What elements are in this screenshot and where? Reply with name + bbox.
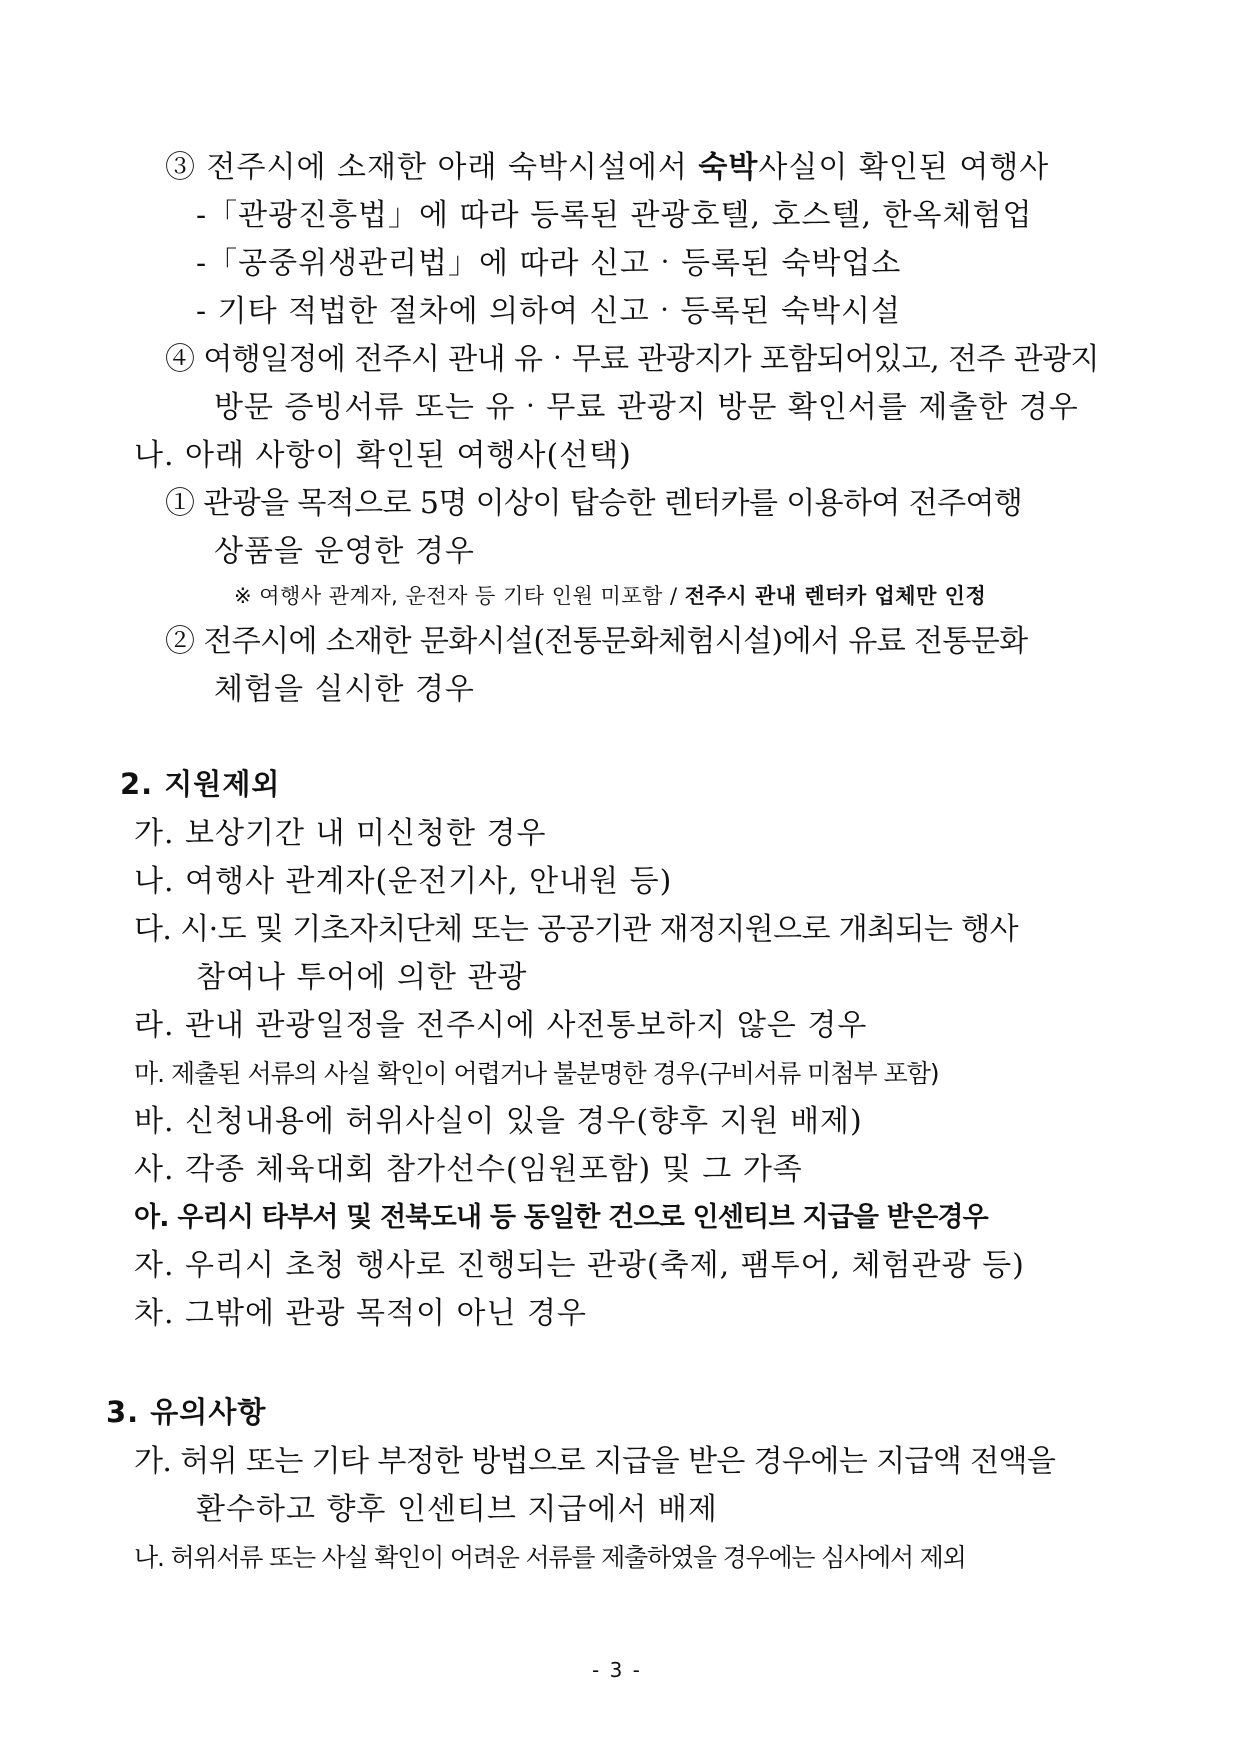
section-3-item-ga: 가. 허위 또는 기타 부정한 방법으로 지급을 받은 경우에는 지급액 전액을 bbox=[134, 1444, 1056, 1479]
section-2-item-ma: 마. 제출된 서류의 사실 확인이 어렵거나 불분명한 경우(구비서류 미첨부 포함) bbox=[134, 1059, 939, 1088]
section-2-item-sa: 사. 각종 체육대회 참가선수(임원포함) 및 그 가족 bbox=[134, 1152, 803, 1187]
na-item-1-line-2: 상품을 운영한 경우 bbox=[214, 534, 475, 569]
section-2-item-da-cont: 참여나 투어에 의한 관광 bbox=[196, 960, 528, 995]
section-3-item-na: 나. 허위서류 또는 사실 확인이 어려운 서류를 제출하였을 경우에는 심사에서 제외 bbox=[134, 1543, 966, 1572]
section-2-item-a: 아. 우리시 타부서 및 전북도내 등 동일한 건으로 인센티브 지급을 받은경우 bbox=[134, 1202, 988, 1233]
na-item-1-line-1: ① 관광을 목적으로 5명 이상이 탑승한 렌터카를 이용하여 전주여행 bbox=[165, 486, 1023, 521]
item-3-line bbox=[165, 148, 1049, 188]
section-2-item-da: 다. 시·도 및 기초자치단체 또는 공공기관 재정지원으로 개최되는 행사 bbox=[134, 912, 1019, 947]
item-3-marker: ③ bbox=[165, 150, 196, 185]
page-number: - 3 - bbox=[592, 1658, 642, 1682]
na-item-1-marker: ① bbox=[165, 486, 195, 521]
section-2-item-ba: 바. 신청내용에 허위사실이 있을 경우(향후 지원 배제) bbox=[134, 1104, 863, 1139]
na-item-1-note: ※ 여행사 관계자, 운전자 등 기타 인원 미포함 / 전주시 관내 렌터카 업체만 인정 bbox=[234, 584, 987, 608]
section-3-item-ga-cont: 환수하고 향후 인센티브 지급에서 배제 bbox=[196, 1492, 718, 1527]
na-item-2-marker: ② bbox=[165, 624, 195, 659]
item-3-sub-3: - 기타 적법한 절차에 의하여 신고‧등록된 숙박시설 bbox=[196, 294, 901, 329]
na-item-2-line-2: 체험을 실시한 경우 bbox=[214, 672, 475, 707]
item-4-line-2: 방문 증빙서류 또는 유‧무료 관광지 방문 확인서를 제출한 경우 bbox=[214, 390, 1079, 425]
section-3-title: 3. 유의사항 bbox=[106, 1395, 267, 1429]
item-3-sub-1: -「관광진흥법」에 따라 등록된 관광호텔, 호스텔, 한옥체험업 bbox=[196, 198, 1033, 233]
na-item-2-line-1: ② 전주시에 소재한 문화시설(전통문화체험시설)에서 유료 전통문화 bbox=[165, 624, 1028, 659]
section-2-title: 2. 지원제외 bbox=[120, 767, 281, 801]
na-label: 나. 아래 사항이 확인된 여행사(선택) bbox=[134, 438, 632, 473]
section-2-item-na: 나. 여행사 관계자(운전기사, 안내원 등) bbox=[134, 864, 673, 899]
item-4-marker: ④ bbox=[165, 342, 195, 377]
section-2-item-ra: 라. 관내 관광일정을 전주시에 사전통보하지 않은 경우 bbox=[134, 1008, 868, 1043]
section-2-item-ja: 자. 우리시 초청 행사로 진행되는 관광(축제, 팸투어, 체험관광 등) bbox=[134, 1248, 1025, 1283]
section-2-item-cha: 차. 그밖에 관광 목적이 아닌 경우 bbox=[134, 1296, 587, 1331]
item-4-line-1: ④ 여행일정에 전주시 관내 유‧무료 관광지가 포함되어있고, 전주 관광지 bbox=[165, 342, 1099, 377]
item-3-sub-2: -「공중위생관리법」에 따라 신고‧등록된 숙박업소 bbox=[196, 246, 902, 281]
item-3-text: 전주시에 소재한 아래 숙박시설에서 숙박사실이 확인된 여행사 bbox=[206, 150, 1050, 185]
section-2-item-ga: 가. 보상기간 내 미신청한 경우 bbox=[134, 816, 547, 851]
